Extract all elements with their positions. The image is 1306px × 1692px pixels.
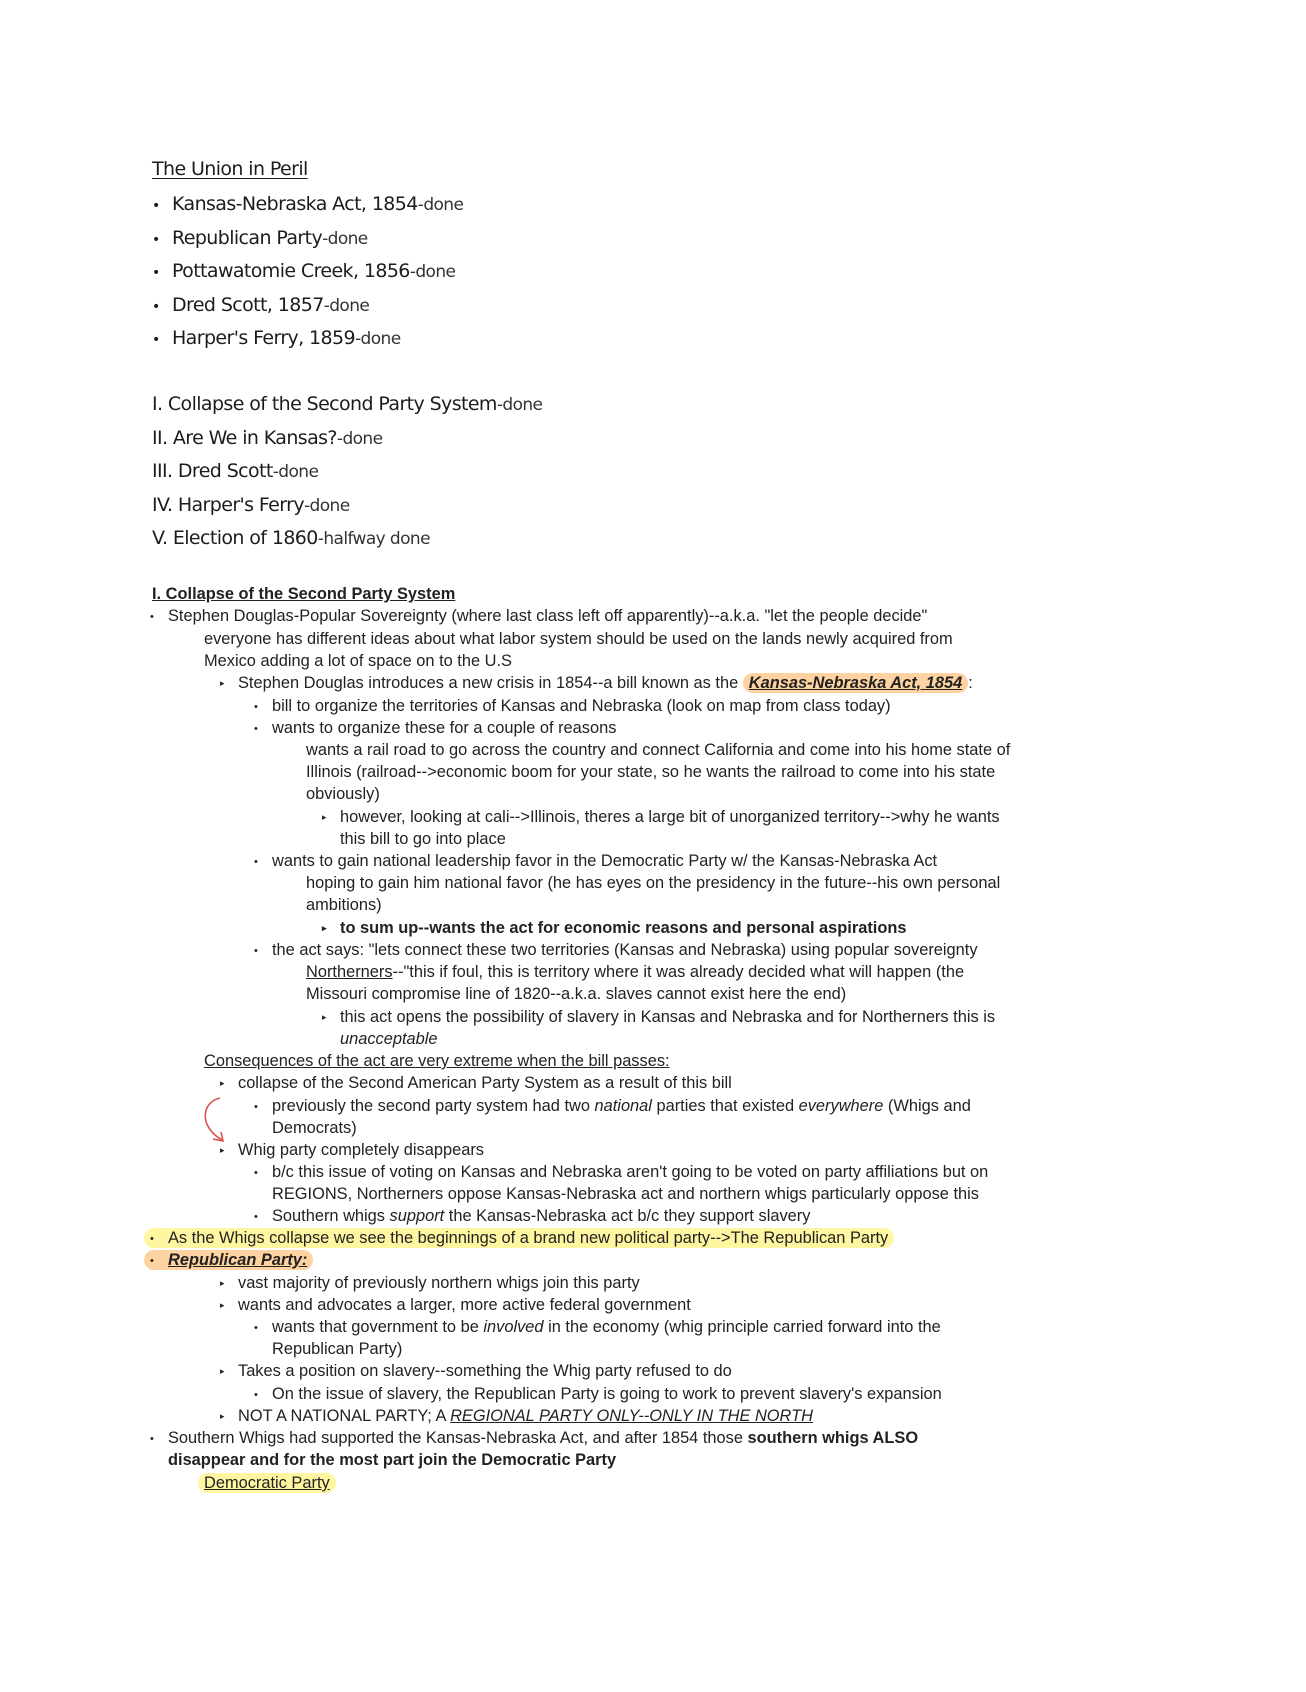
bullet-icon: • xyxy=(254,1322,258,1334)
note-line: ▸ this act opens the possibility of slavery in Kansas and Nebraska and for Northerners this is xyxy=(322,1008,996,1026)
note-line: • Southern Whigs had supported the Kansas-Nebraska Act, and after 1854 those southern whigs ALSO xyxy=(150,1427,918,1449)
list-item: • Republican Party-done xyxy=(152,222,463,256)
note-line xyxy=(144,1249,313,1271)
highlighted-term: Democratic Party xyxy=(198,1473,336,1493)
note-line: ▸ Whig party completely disappears xyxy=(220,1141,484,1159)
note-line: • previously the second party system had two national parties that existed everywhere (Whigs and xyxy=(254,1095,971,1117)
bullet-icon: • xyxy=(152,198,160,214)
bullet-icon: • xyxy=(150,1233,154,1245)
list-item: V. Election of 1860-halfway done xyxy=(152,527,430,549)
note-line: Consequences of the act are very extreme when the bill passes: xyxy=(204,1052,670,1070)
note-line: • the act says: "lets connect these two territories (Kansas and Nebraska) using popular sovereignty xyxy=(254,939,978,961)
outline-list xyxy=(152,388,542,556)
bullet-icon: • xyxy=(254,701,258,713)
triangle-bullet-icon: ▸ xyxy=(322,1012,327,1022)
note-line: Democrats) xyxy=(272,1119,357,1137)
list-item: • Kansas-Nebraska Act, 1854-done xyxy=(152,188,463,222)
note-line: • wants to gain national leadership favor in the Democratic Party w/ the Kansas-Nebraska Act xyxy=(254,850,937,872)
note-line: • Stephen Douglas-Popular Sovereignty (where last class left off apparently)--a.k.a. "let the people decide" xyxy=(150,605,927,627)
note-line xyxy=(144,1227,894,1249)
list-item: III. Dred Scott-done xyxy=(152,460,319,482)
note-line: ▸ Stephen Douglas introduces a new crisis in 1854--a bill known as the Kansas-Nebraska Act, 1854 : xyxy=(220,674,973,692)
note-line: ▸ collapse of the Second American Party System as a result of this bill xyxy=(220,1074,732,1092)
note-line: obviously) xyxy=(306,785,380,803)
list-item: • Dred Scott, 1857-done xyxy=(152,289,463,323)
highlighted-line: • Republican Party: xyxy=(144,1250,313,1270)
highlighted-term: Kansas-Nebraska Act, 1854 xyxy=(743,673,969,693)
bullet-icon: • xyxy=(150,611,154,623)
triangle-bullet-icon: ▸ xyxy=(220,1278,225,1288)
bullet-icon: • xyxy=(254,1211,258,1223)
note-line: ▸ to sum up--wants the act for economic reasons and personal aspirations xyxy=(322,919,907,937)
curved-arrow-icon xyxy=(196,1090,236,1150)
note-line: REGIONS, Northerners oppose Kansas-Nebraska act and northern whigs particularly oppose this xyxy=(272,1185,979,1203)
note-line: • On the issue of slavery, the Republican Party is going to work to prevent slavery's expansion xyxy=(254,1383,942,1405)
triangle-bullet-icon: ▸ xyxy=(220,1078,225,1088)
note-line: Missouri compromise line of 1820--a.k.a. slaves cannot exist here the end) xyxy=(306,985,847,1003)
note-line: • wants that government to be involved in the economy (whig principle carried forward into the xyxy=(254,1316,941,1338)
note-line: ▸ however, looking at cali-->Illinois, theres a large bit of unorganized territory-->why he wants xyxy=(322,808,1000,826)
list-item: • Pottawatomie Creek, 1856-done xyxy=(152,255,463,289)
topic-list xyxy=(152,188,463,356)
bullet-icon: • xyxy=(152,332,160,348)
note-line: this bill to go into place xyxy=(340,830,506,848)
list-item: II. Are We in Kansas?-done xyxy=(152,426,383,449)
bullet-icon: • xyxy=(254,856,258,868)
bullet-icon: • xyxy=(254,1389,258,1401)
bullet-icon: • xyxy=(254,1101,258,1113)
note-line: wants a rail road to go across the country and connect California and come into his home state of xyxy=(306,741,1011,759)
triangle-bullet-icon: ▸ xyxy=(220,1411,225,1421)
note-line: • bill to organize the territories of Kansas and Nebraska (look on map from class today) xyxy=(254,695,891,717)
triangle-bullet-icon: ▸ xyxy=(220,1366,225,1376)
bullet-icon: • xyxy=(254,1167,258,1179)
note-line: ▸ vast majority of previously northern whigs join this party xyxy=(220,1274,640,1292)
note-line: everyone has different ideas about what labor system should be used on the lands newly acquired from xyxy=(204,630,953,648)
note-line: • Southern whigs support the Kansas-Nebraska act b/c they support slavery xyxy=(254,1205,810,1227)
bullet-icon: • xyxy=(152,231,160,248)
note-line: • b/c this issue of voting on Kansas and Nebraska aren't going to be voted on party affiliations but on xyxy=(254,1161,988,1183)
triangle-bullet-icon: ▸ xyxy=(220,1145,225,1155)
note-line: • wants to organize these for a couple of reasons xyxy=(254,717,616,739)
note-line: Illinois (railroad-->economic boom for your state, so he wants the railroad to come into his state xyxy=(306,763,996,781)
note-line: ambitions) xyxy=(306,896,382,914)
triangle-bullet-icon: ▸ xyxy=(220,678,225,688)
list-item: • Harper's Ferry, 1859-done xyxy=(152,322,463,356)
section-heading: I. Collapse of the Second Party System xyxy=(152,585,456,603)
note-line: hoping to gain him national favor (he has eyes on the presidency in the future--his own personal xyxy=(306,874,1001,892)
note-line: Mexico adding a lot of space on to the U.S xyxy=(204,652,512,670)
bullet-icon: • xyxy=(150,1433,154,1445)
note-line: ▸ wants and advocates a larger, more active federal government xyxy=(220,1296,691,1314)
note-line xyxy=(198,1472,336,1494)
list-item: IV. Harper's Ferry-done xyxy=(152,493,350,516)
bullet-icon: • xyxy=(254,945,258,957)
note-line: disappear and for the most part join the Democratic Party xyxy=(168,1451,617,1469)
triangle-bullet-icon: ▸ xyxy=(322,812,327,822)
page-title: The Union in Peril xyxy=(152,158,308,180)
highlighted-line: • As the Whigs collapse we see the beginnings of a brand new political party-->The Republican Party xyxy=(144,1228,894,1248)
bullet-icon: • xyxy=(150,1255,154,1267)
triangle-bullet-icon: ▸ xyxy=(322,923,327,933)
bullet-icon: • xyxy=(152,265,160,281)
triangle-bullet-icon: ▸ xyxy=(220,1300,225,1310)
note-line: unacceptable xyxy=(340,1030,438,1048)
bullet-icon: • xyxy=(254,723,258,735)
note-line: Northerners--"this if foul, this is territory where it was already decided what will happen (the xyxy=(306,963,965,981)
note-line: ▸ NOT A NATIONAL PARTY; A REGIONAL PARTY ONLY--ONLY IN THE NORTH xyxy=(220,1407,813,1425)
note-line: ▸ Takes a position on slavery--something the Whig party refused to do xyxy=(220,1362,732,1380)
note-line: Republican Party) xyxy=(272,1340,403,1358)
list-item: I. Collapse of the Second Party System-done xyxy=(152,393,543,415)
bullet-icon: • xyxy=(152,298,160,315)
